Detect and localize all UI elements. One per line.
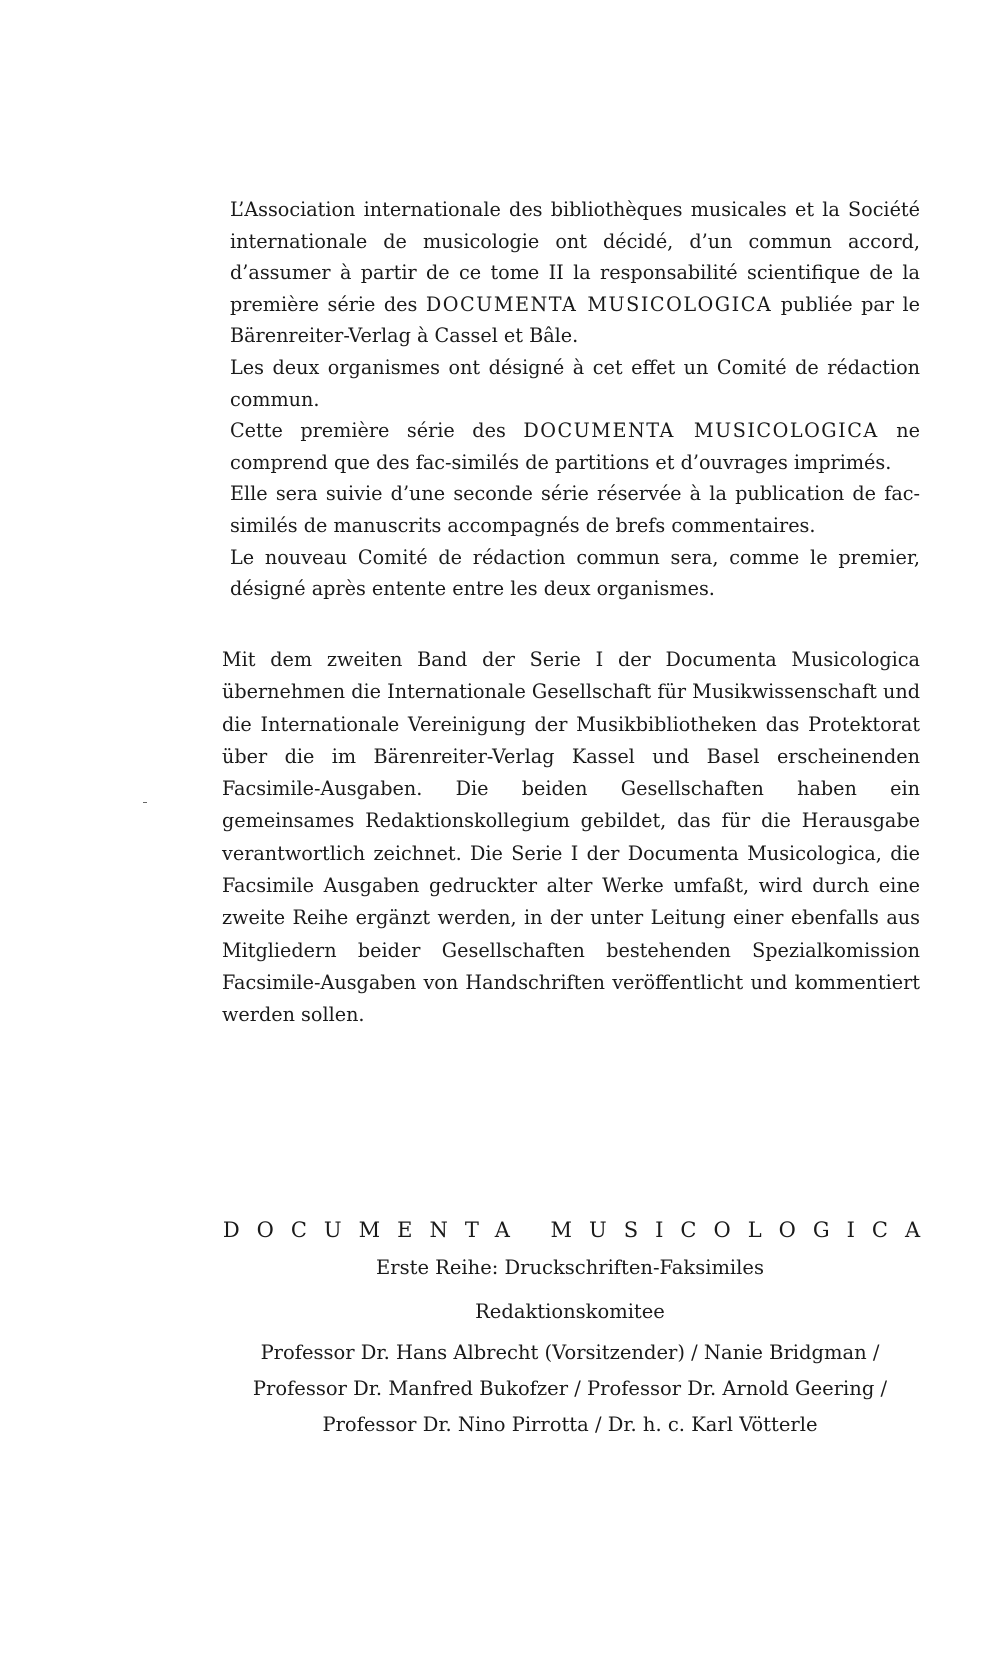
french-paragraph-3 [230,415,920,478]
french-paragraph-1 [230,194,920,352]
series-title: DOCUMENTA MUSICOLOGICA [222,1218,938,1242]
committee-heading: Redaktionskomitee [475,1300,665,1323]
committee-line: Professor Dr. Manfred Bukofzer / Professor Dr. Arnold Geering / [252,1377,888,1400]
series-name: DOCUMENTA MUSICOLOGICA [425,292,773,316]
german-notice [222,644,920,1032]
paragraph-text: publiée par le Bärenreiter-Verlag à Cassel et Bâle. [230,292,921,348]
french-paragraph-5: Le nouveau Comité de rédaction commun sera, comme le premier, désigné après entente entre les deux organismes. [230,545,920,601]
german-paragraph: Mit dem zweiten Band der Serie I der Documenta Musicologica übernehmen die Internationale Gesellschaft für Musikwissenschaft und die Internationale Vereinigung der Musikbibliotheken das Protektorat über die im Bärenreiter-Verlag Kassel und Basel erscheinenden Facsimile-Ausgaben. Die beiden Gesellschaften haben ein gemeinsames Redaktionskollegium gebildet, das für die Herausgabe verantwortlich zeichnet. Die Serie I der Documenta Musicologica, die Facsimile Ausgaben gedruckter alter Werke umfaßt, wird durch eine zweite Reihe ergänzt werden, in der unter Leitung einer ebenfalls aus Mitgliedern beider Gesellschaften bestehenden Spezialkomission Facsimile-Ausgaben von Handschriften veröffentlicht und kommentiert werden sollen. [222,648,920,1027]
french-paragraph-2: Les deux organismes ont désigné à cet effet un Comité de rédaction commun. [230,355,920,411]
french-paragraph-4: Elle sera suivie d’une seconde série réservée à la publication de fac-similés de manuscrits accompagnés de brefs commentaires. [230,482,920,537]
colophon [200,1215,940,1443]
committee-line: Professor Dr. Nino Pirrotta / Dr. h. c. Karl Vötterle [322,1413,818,1436]
scan-mark [143,802,147,803]
paragraph-text: Cette première série des [230,419,524,443]
series-name: DOCUMENTA MUSICOLOGICA [523,419,879,443]
committee-line: Professor Dr. Hans Albrecht (Vorsitzender) / Nanie Bridgman / [260,1341,880,1364]
paragraph-text: ne comprend que des fac-similés de partitions et d’ouvrages imprimés. [230,419,920,474]
paragraph-text: L’Association internationale des bibliothèques musicales et la Société internationale de musicologie ont décidé, d’un commun accord, d’assumer à partir de ce tome II la responsabilité scientifique de la première série des [230,198,920,316]
series-subtitle: Erste Reihe: Druckschriften-Faksimiles [376,1256,764,1279]
french-notice [230,194,920,605]
